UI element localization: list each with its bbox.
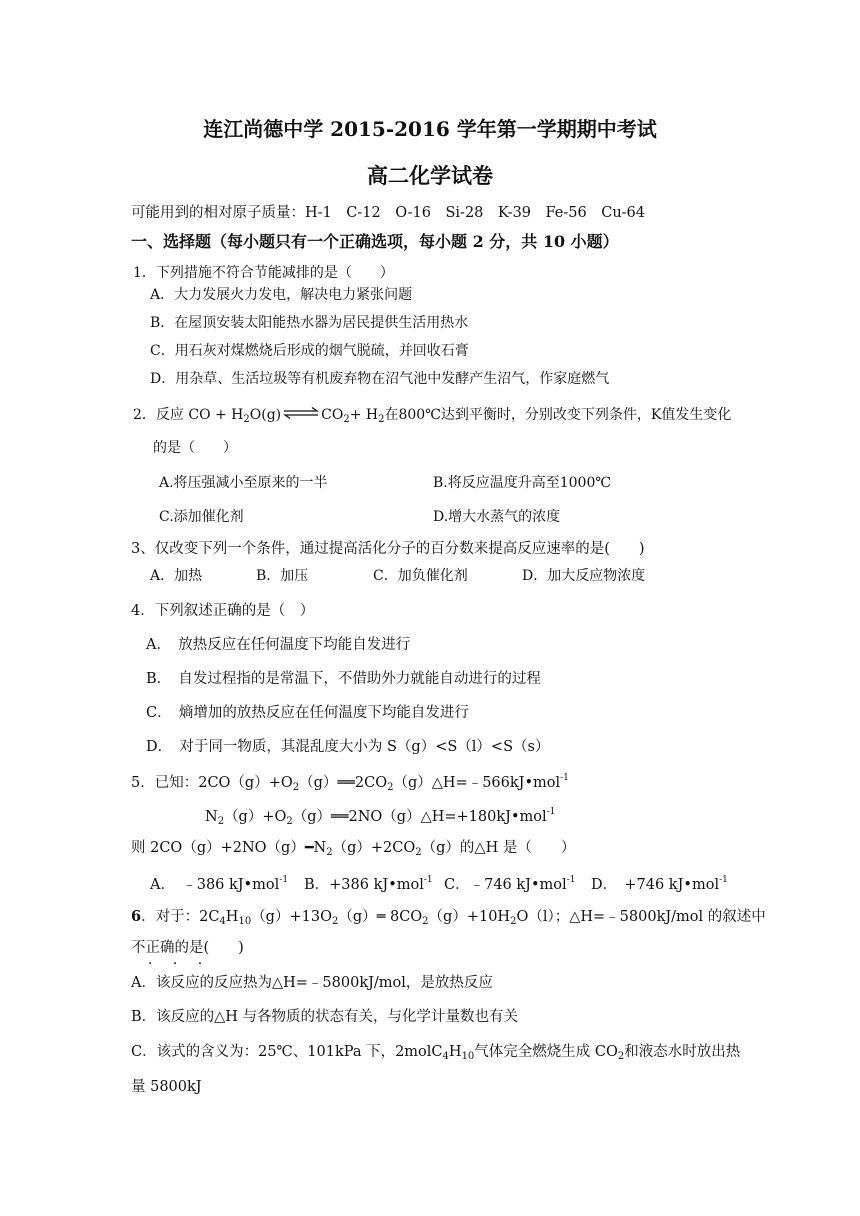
question-6-option-c: C．该式的含义为：25℃、101kPa 下，$2molC_4H_{10}$气体完全燃烧生成 $CO_2$和液态水时放出热: [131, 1044, 741, 1062]
question-4-option-b: B． 自发过程指的是常温下，不借助外力就能自动进行的过程: [146, 671, 541, 687]
question-3-stem: 3、仅改变下列一个条件，通过提高活化分子的百分数来提高反应速率的是( ): [131, 541, 645, 557]
exam-title: 连江尚德中学 2015-2016 学年第一学期期中考试: [203, 117, 657, 141]
question-2-stem-cont: 的是（ ）: [153, 440, 237, 456]
emphasis-dots: · · ·: [148, 956, 211, 972]
question-4-stem: 4．下列叙述正确的是（ ）: [131, 603, 315, 619]
question-5-option-c: C．﹣746 kJ•mol$^{-1}$: [444, 875, 576, 893]
question-2-stem: 2．反应 CO + $H_2O(g)$ $CO_2+ H_2$在800℃达到平衡时，分别改变下列条件，K值发生变化: [133, 407, 732, 425]
question-2-option-a: A.将压强减小至原来的一半: [159, 475, 328, 491]
question-1-stem: 1．下列措施不符合节能减排的是（ ）: [133, 265, 394, 281]
atomic-mass-line: 可能用到的相对原子质量：H-1 C-12 O-16 Si-28 K-39 Fe-56 Cu-64: [131, 205, 646, 221]
question-2-option-d: D.增大水蒸气的浓度: [433, 509, 561, 525]
question-4-option-a: A． 放热反应在任何温度下均能自发进行: [146, 637, 411, 653]
question-5-line-1: 5．已知：$2CO(g)+O_2(g)══2CO_2(g)\triangle H=﹣566kJ•mol^{-1}$: [131, 773, 569, 793]
question-6-line-1: 6．对于：$2C_4H_{10}(g)+13O_2(g)═$ $8CO_2(g)+10H_2O(l)$；△H=﹣5800kJ/mol 的叙述中: [131, 908, 766, 927]
question-3-option-b: B．加压: [256, 568, 309, 584]
question-6-option-c-cont: 量 5800kJ: [131, 1079, 202, 1095]
question-3-option-d: D．加大反应物浓度: [522, 568, 646, 584]
question-1-option-c: C．用石灰对煤燃烧后形成的烟气脱硫，并回收石膏: [150, 343, 469, 359]
equilibrium-arrow-icon: [283, 407, 319, 419]
question-5-line-2: $N_2(g)+O_2(g)══2NO(g)\triangle H=+180kJ•mol^{-1}$: [205, 807, 556, 827]
question-3-option-c: C．加负催化剂: [373, 568, 468, 584]
question-2-option-b: B.将反应温度升高至1000℃: [433, 475, 612, 491]
question-1-option-d: D．用杂草、生活垃圾等有机废弃物在沼气池中发酵产生沼气，作家庭燃气: [150, 371, 610, 387]
question-3-option-a: A．加热: [150, 568, 203, 584]
question-5-option-b: B．+386 kJ•mol$^{-1}$: [304, 875, 433, 893]
section-heading: 一、选择题（每小题只有一个正确选项，每小题 2 分，共 10 小题）: [131, 232, 619, 251]
question-4-option-d: D． 对于同一物质，其混乱度大小为 S（g）<S（l）<S（s）: [146, 739, 550, 755]
question-5-line-3: 则 $2CO(g)+2NO(g)━N_2(g)+2CO_2(g)$的△H 是（ ）: [131, 840, 576, 858]
question-1-option-a: A．大力发展火力发电，解决电力紧张问题: [150, 287, 413, 303]
question-5-option-d: D． +746 kJ•mol$^{-1}$: [591, 875, 728, 893]
question-5-option-a: A． ﹣386 kJ•mol$^{-1}$: [150, 875, 289, 893]
exam-subtitle: 高二化学试卷: [367, 163, 493, 188]
question-6-option-b: B．该反应的△H 与各物质的状态有关，与化学计量数也有关: [131, 1009, 519, 1025]
question-6-line-2: 不正确的是( ): [131, 940, 244, 956]
question-1-option-b: B．在屋顶安装太阳能热水器为居民提供生活用热水: [150, 315, 469, 331]
question-2-option-c: C.添加催化剂: [159, 509, 244, 525]
question-6-option-a: A．该反应的反应热为△H=﹣5800kJ/mol，是放热反应: [131, 975, 493, 991]
question-4-option-c: C． 熵增加的放热反应在任何温度下均能自发进行: [146, 705, 469, 721]
